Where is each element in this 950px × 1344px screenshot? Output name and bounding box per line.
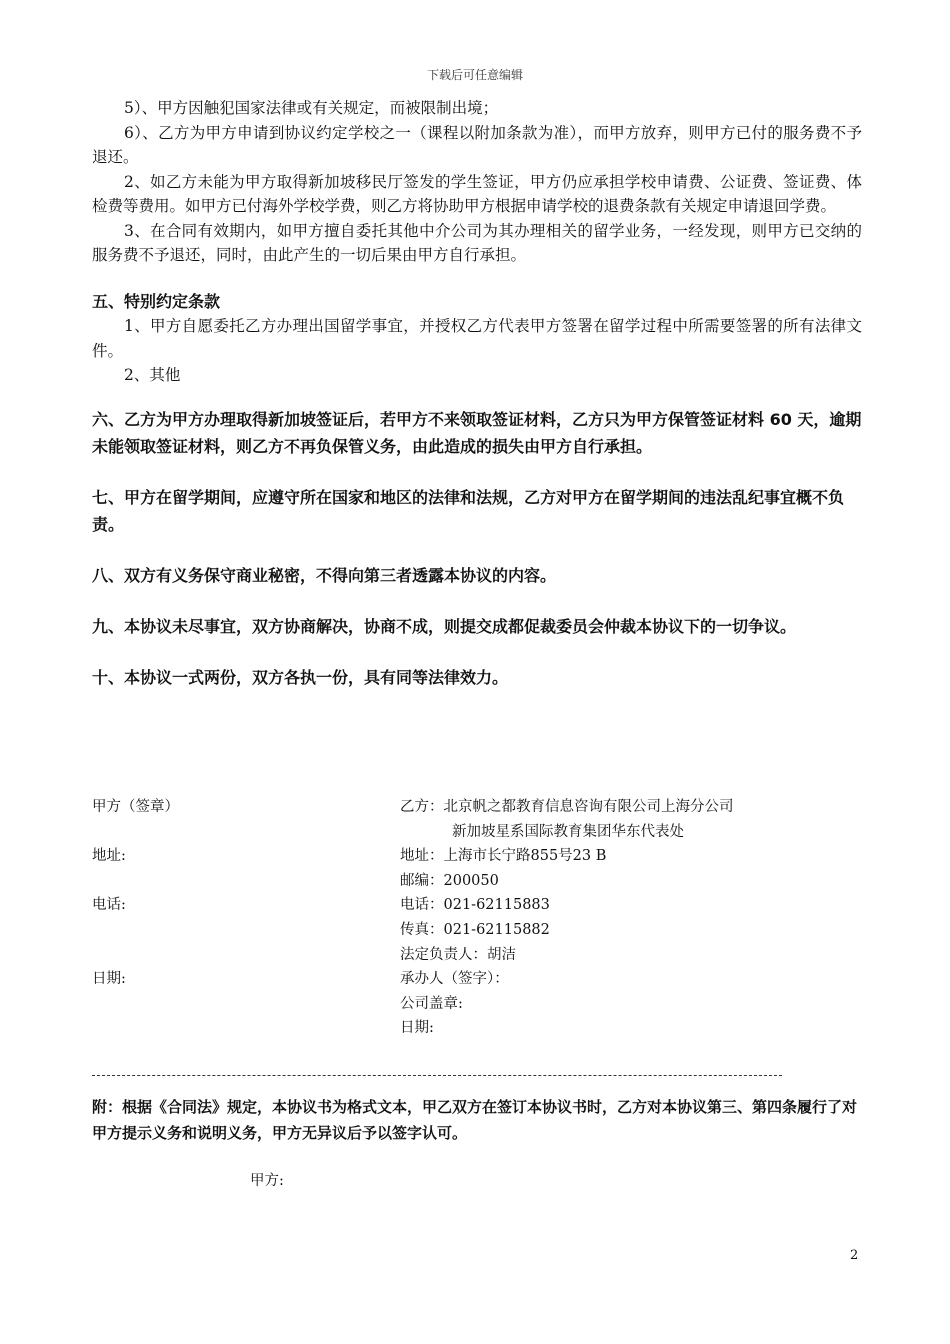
footnote: 附：根据《合同法》规定，本协议书为格式文本，甲乙双方在签订本协议书时，乙方对本协议第三、第四条履行了对甲方提示义务和说明义务，甲方无异议后予以签字认可。 [92,1098,858,1142]
party-b-fax: 传真：021-62115882 [400,921,550,938]
party-b-handler: 承办人（签字）： [400,971,509,988]
section-5-item-2: 2、其他 [124,366,181,384]
party-a-address: 地址: [92,848,126,865]
party-a-date: 日期: [92,971,126,988]
party-b-postcode: 邮编：200050 [400,872,499,889]
section-9: 九、本协议未尽事宜，双方协商解决，协商不成，则提交成都促裁委员会仲裁本协议下的一切争议。 [92,616,797,636]
party-b-seal: 公司盖章: [400,995,463,1012]
dashed-divider [92,1075,782,1076]
clause-6: 6）、乙方为甲方申请到协议约定学校之一（课程以附加条款为准），而甲方放弃，则甲方已付的服务费不予退还。 [92,123,862,166]
section-10: 十、本协议一式两份，双方各执一份，具有同等法律效力。 [92,667,509,687]
party-b-phone: 电话：021-62115883 [400,897,550,914]
contract-body [92,96,862,691]
section-5-title: 五、特别约定条款 [92,291,221,311]
clause-5: 5）、甲方因触犯国家法律或有关规定，而被限制出境； [124,99,499,117]
page-number: 2 [850,1248,859,1263]
party-a-label: 甲方（签章） [92,799,179,815]
signature-block [92,795,862,1041]
party-b-label: 乙方：北京帆之都教育信息咨询有限公司上海分公司 [400,799,734,815]
clause-agency: 3、在合同有效期内，如甲方擅自委托其他中介公司为其办理相关的留学业务，一经发现，则甲方已交纳的服务费不予退还，同时，由此产生的一切后果由甲方自行承担。 [92,221,862,264]
party-b-line2: 新加坡星系国际教育集团华东代表处 [452,823,684,840]
party-a-phone: 电话: [92,897,126,914]
party-b-legal-rep: 法定负责人：胡洁 [400,946,516,963]
section-5-item-1: 1、甲方自愿委托乙方办理出国留学事宜，并授权乙方代表甲方签署在留学过程中所需要签署的所有法律文件。 [92,317,862,360]
party-b-date: 日期: [400,1020,434,1037]
party-b-address: 地址：上海市长宁路855号23 B [400,848,607,865]
section-8: 八、双方有义务保守商业秘密，不得向第三者透露本协议的内容。 [92,565,557,585]
page-header: 下载后可任意编辑 [426,68,523,82]
section-7: 七、甲方在留学期间，应遵守所在国家和地区的法律和法规，乙方对甲方在留学期间的违法乱纪事宜概不负责。 [92,487,845,534]
section-6: 六、乙方为甲方办理取得新加坡签证后，若甲方不来领取签证材料，乙方只为甲方保管签证材料 60 天，逾期未能领取签证材料，则乙方不再负保管义务，由此造成的损失由甲方自行承担。 [92,409,862,456]
footnote-party-a: 甲方: [250,1173,284,1189]
clause-refund-visa: 2、如乙方未能为甲方取得新加坡移民厅签发的学生签证，甲方仍应承担学校申请费、公证费、签证费、体检费等费用。如甲方已付海外学校学费，则乙方将协助甲方根据申请学校的退费条款有关规定申请退回学费。 [92,172,862,215]
